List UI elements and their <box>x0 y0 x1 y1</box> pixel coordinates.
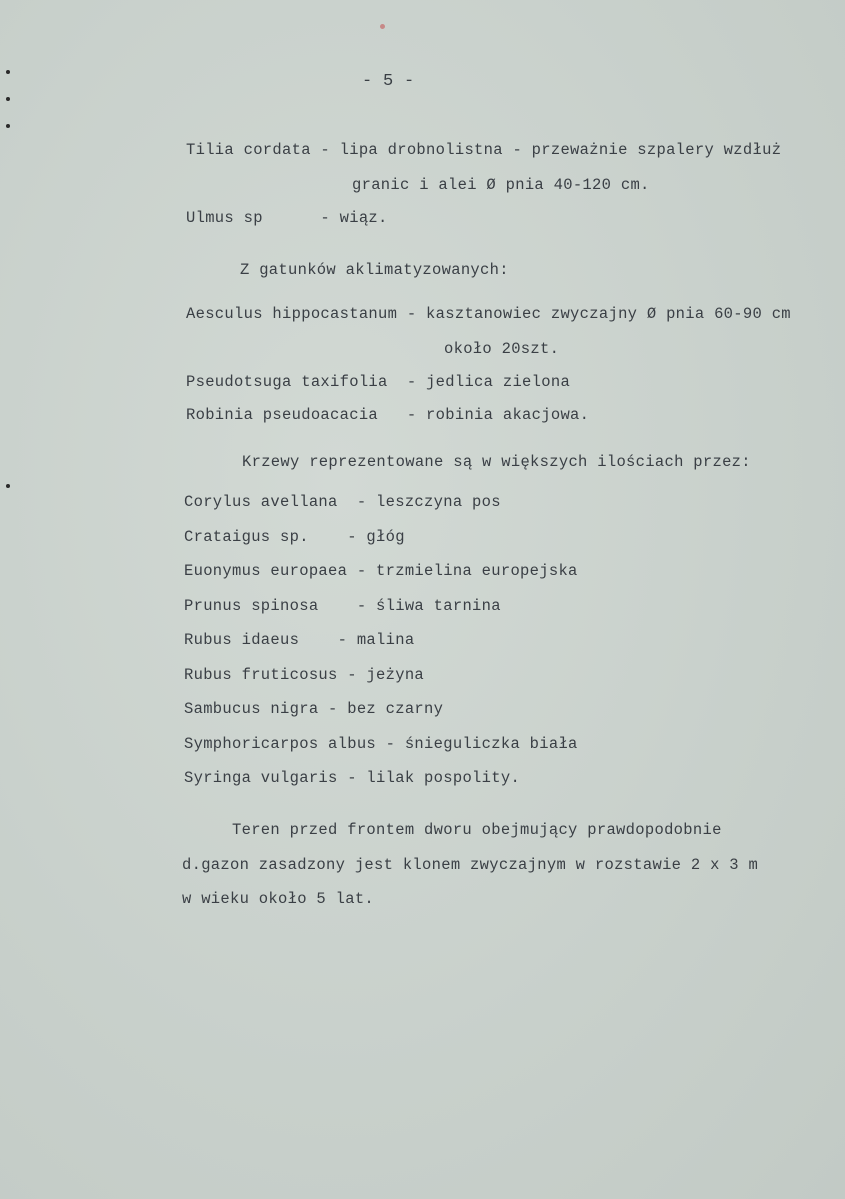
punch-mark <box>6 70 10 74</box>
text-line: Ulmus sp - wiąz. <box>186 209 388 227</box>
text-line: Crataigus sp. - głóg <box>184 528 405 546</box>
text-line: Z gatunków aklimatyzowanych: <box>240 261 509 279</box>
text-line: Rubus idaeus - malina <box>184 631 415 649</box>
text-line: Pseudotsuga taxifolia - jedlica zielona <box>186 373 571 391</box>
punch-mark <box>6 484 10 488</box>
text-line: Symphoricarpos albus - śnieguliczka biała <box>184 735 578 753</box>
text-line: Teren przed frontem dworu obejmujący prawdopodobnie <box>232 821 722 839</box>
page-number: - 5 - <box>362 72 415 91</box>
text-line: około 20szt. <box>444 340 560 358</box>
text-line: Corylus avellana - leszczyna pos <box>184 493 501 511</box>
text-line: Aesculus hippocastanum - kasztanowiec zwyczajny Ø pnia 60-90 cm <box>186 305 791 323</box>
ink-speck <box>380 24 385 29</box>
text-line: Syringa vulgaris - lilak pospolity. <box>184 769 521 787</box>
punch-mark <box>6 97 10 101</box>
text-line: Euonymus europaea - trzmielina europejska <box>184 562 578 580</box>
text-line: Rubus fruticosus - jeżyna <box>184 666 425 684</box>
text-line: Tilia cordata - lipa drobnolistna - przeważnie szpalery wzdłuż <box>186 141 782 159</box>
text-line: Prunus spinosa - śliwa tarnina <box>184 597 501 615</box>
text-line: w wieku około 5 lat. <box>182 890 375 908</box>
text-line: d.gazon zasadzony jest klonem zwyczajnym w rozstawie 2 x 3 m <box>182 856 759 874</box>
text-line: Sambucus nigra - bez czarny <box>184 700 444 718</box>
text-line: Robinia pseudoacacia - robinia akacjowa. <box>186 406 590 424</box>
punch-mark <box>6 124 10 128</box>
text-line: granic i alei Ø pnia 40-120 cm. <box>352 176 650 194</box>
text-line: Krzewy reprezentowane są w większych ilościach przez: <box>242 453 751 471</box>
